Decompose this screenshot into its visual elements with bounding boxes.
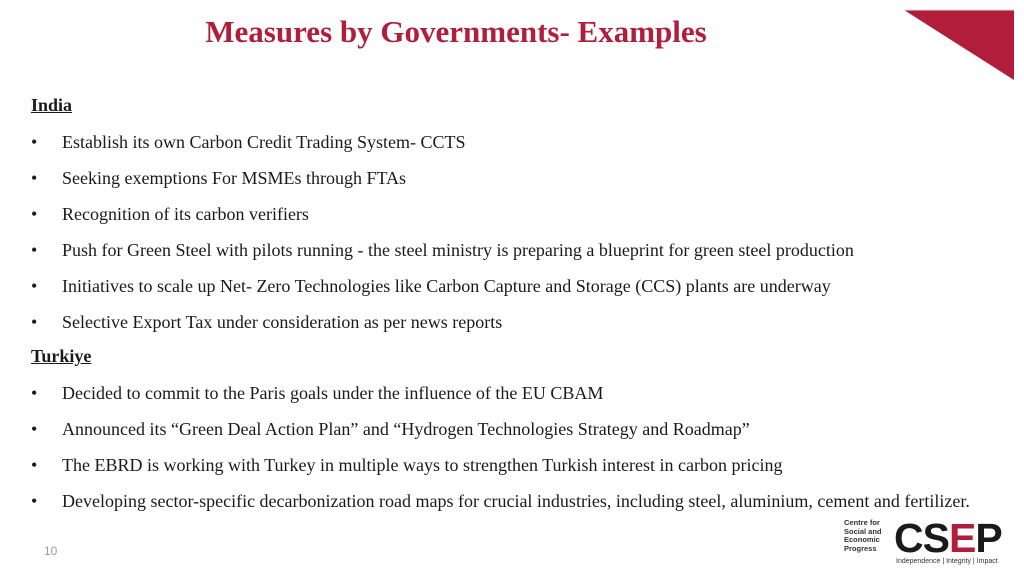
logo-subtitle <box>844 519 890 553</box>
page-number: 10 <box>44 544 58 558</box>
list-item <box>31 375 1014 411</box>
corner-triangle-decoration <box>904 8 1014 118</box>
list-item-text: Seeking exemptions For MSMEs through FTAs <box>62 168 407 188</box>
list-item <box>31 447 1014 483</box>
list-item-text: The EBRD is working with Turkey in multiple ways to strengthen Turkish interest in carbon pricing <box>62 455 783 475</box>
bullet-dot: • <box>31 132 38 152</box>
logo-subtitle-line: Centre for <box>844 518 880 527</box>
csep-logo <box>844 515 1016 569</box>
list-item <box>31 196 1014 232</box>
bullet-dot: • <box>31 168 38 188</box>
logo-wordmark-part: CS <box>894 515 949 561</box>
list-item <box>31 160 1014 196</box>
list-item-text: Establish its own Carbon Credit Trading System- CCTS <box>62 132 466 152</box>
logo-wordmark <box>894 515 1002 561</box>
logo-tagline: Independence | Integrity | Impact <box>896 558 998 565</box>
logo-subtitle-line: Progress <box>844 543 877 553</box>
slide-title: Measures by Governments- Examples <box>205 14 707 49</box>
list-item <box>31 483 1014 519</box>
section-heading-turkiye: Turkiye <box>31 346 92 366</box>
list-item <box>31 304 1014 340</box>
list-item-text: Push for Green Steel with pilots running - the steel ministry is preparing a blueprint for green steel production <box>62 240 854 260</box>
list-item <box>31 268 1014 304</box>
bullet-dot: • <box>31 491 38 511</box>
bullet-dot: • <box>31 312 38 332</box>
list-item-text: Decided to commit to the Paris goals under the influence of the EU CBAM <box>62 383 604 403</box>
section-heading-india: India <box>31 95 73 115</box>
list-item-text: Developing sector-specific decarbonization road maps for crucial industries, including steel, aluminium, cement and fertilizer. <box>62 491 970 511</box>
list-item <box>31 232 1014 268</box>
bullet-dot: • <box>31 383 38 403</box>
logo-wordmark-part: E <box>948 515 976 561</box>
list-item-text: Recognition of its carbon verifiers <box>62 204 309 224</box>
list-item <box>31 411 1014 447</box>
logo-subtitle-line: Economic <box>844 535 880 545</box>
list-item-text: Selective Export Tax under consideration as per news reports <box>62 312 503 332</box>
bullet-dot: • <box>31 419 38 439</box>
bullet-dot: • <box>31 204 38 224</box>
bullet-dot: • <box>31 455 38 475</box>
bullet-dot: • <box>31 276 38 296</box>
list-item-text: Initiatives to scale up Net- Zero Technologies like Carbon Capture and Storage (CCS) plants are underway <box>62 276 831 296</box>
bullet-dot: • <box>31 240 38 260</box>
logo-wordmark-part: P <box>975 515 1002 561</box>
logo-subtitle-line: Social and <box>844 526 882 536</box>
list-item-text: Announced its “Green Deal Action Plan” and “Hydrogen Technologies Strategy and Roadmap” <box>62 419 750 439</box>
list-item <box>31 124 1014 160</box>
